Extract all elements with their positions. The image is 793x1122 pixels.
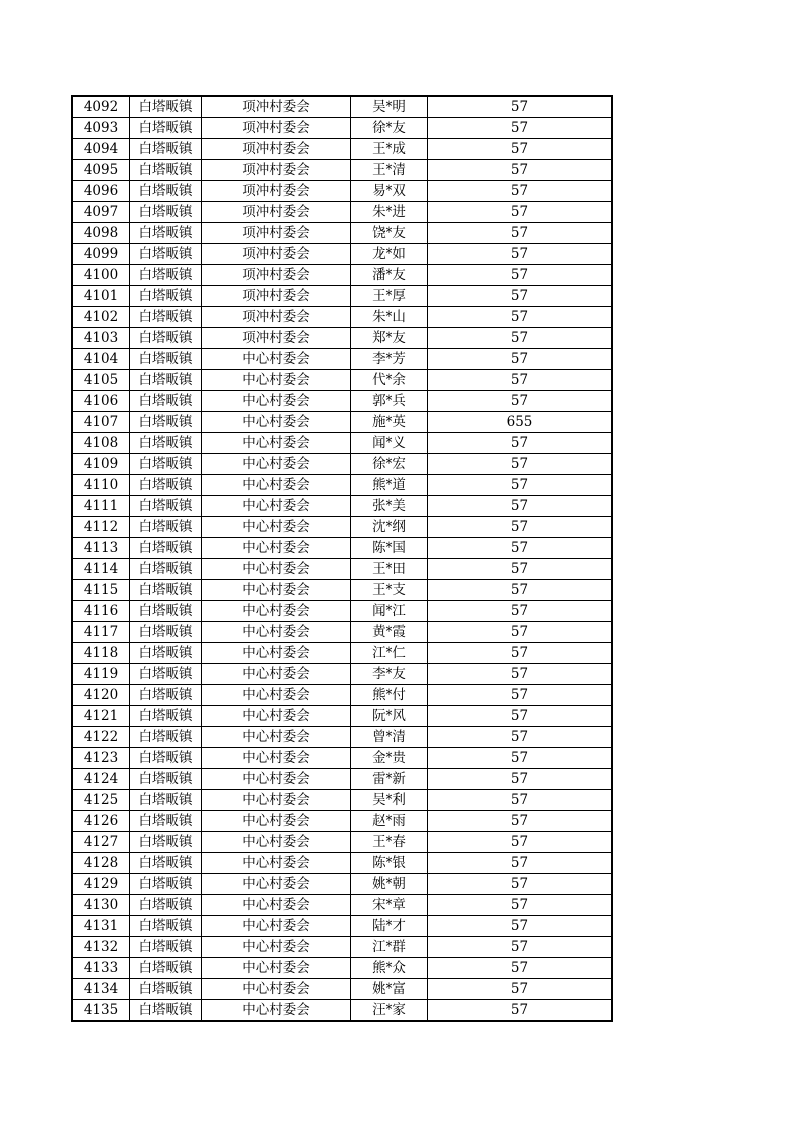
cell-village-committee: 中心村委会	[202, 643, 351, 664]
cell-town: 白塔畈镇	[130, 370, 202, 391]
cell-person-name: 赵*雨	[351, 811, 428, 832]
cell-amount: 57	[428, 517, 612, 538]
table-row	[73, 475, 612, 496]
cell-person-name: 雷*新	[351, 769, 428, 790]
cell-person-name: 熊*众	[351, 958, 428, 979]
cell-amount: 57	[428, 223, 612, 244]
cell-person-name: 陈*国	[351, 538, 428, 559]
cell-amount: 57	[428, 391, 612, 412]
cell-person-name: 李*友	[351, 664, 428, 685]
cell-town: 白塔畈镇	[130, 601, 202, 622]
cell-town: 白塔畈镇	[130, 727, 202, 748]
cell-amount: 57	[428, 496, 612, 517]
cell-person-name: 吴*利	[351, 790, 428, 811]
cell-serial-number: 4128	[73, 853, 130, 874]
cell-person-name: 李*芳	[351, 349, 428, 370]
cell-amount: 57	[428, 622, 612, 643]
table-row	[73, 559, 612, 580]
cell-town: 白塔畈镇	[130, 643, 202, 664]
cell-serial-number: 4133	[73, 958, 130, 979]
cell-town: 白塔畈镇	[130, 895, 202, 916]
beneficiary-table	[72, 96, 612, 1021]
cell-amount: 57	[428, 790, 612, 811]
cell-amount: 57	[428, 979, 612, 1000]
cell-village-committee: 中心村委会	[202, 580, 351, 601]
cell-town: 白塔畈镇	[130, 748, 202, 769]
cell-serial-number: 4116	[73, 601, 130, 622]
cell-village-committee: 项冲村委会	[202, 244, 351, 265]
cell-amount: 57	[428, 769, 612, 790]
cell-amount: 57	[428, 1000, 612, 1021]
cell-amount: 57	[428, 139, 612, 160]
cell-amount: 57	[428, 559, 612, 580]
table-row	[73, 748, 612, 769]
cell-village-committee: 项冲村委会	[202, 328, 351, 349]
table-row	[73, 391, 612, 412]
cell-amount: 57	[428, 601, 612, 622]
cell-village-committee: 项冲村委会	[202, 97, 351, 118]
table-row	[73, 412, 612, 433]
cell-person-name: 熊*付	[351, 685, 428, 706]
cell-village-committee: 中心村委会	[202, 748, 351, 769]
table-row	[73, 139, 612, 160]
cell-serial-number: 4092	[73, 97, 130, 118]
cell-amount: 57	[428, 937, 612, 958]
cell-town: 白塔畈镇	[130, 160, 202, 181]
table-row	[73, 622, 612, 643]
cell-serial-number: 4117	[73, 622, 130, 643]
cell-town: 白塔畈镇	[130, 475, 202, 496]
cell-person-name: 潘*友	[351, 265, 428, 286]
cell-village-committee: 中心村委会	[202, 538, 351, 559]
cell-village-committee: 中心村委会	[202, 685, 351, 706]
cell-town: 白塔畈镇	[130, 202, 202, 223]
table-row	[73, 937, 612, 958]
cell-town: 白塔畈镇	[130, 118, 202, 139]
cell-amount: 57	[428, 454, 612, 475]
cell-amount: 57	[428, 832, 612, 853]
cell-town: 白塔畈镇	[130, 265, 202, 286]
cell-amount: 57	[428, 727, 612, 748]
cell-town: 白塔畈镇	[130, 979, 202, 1000]
cell-town: 白塔畈镇	[130, 790, 202, 811]
table-row	[73, 853, 612, 874]
table-row	[73, 895, 612, 916]
cell-town: 白塔畈镇	[130, 874, 202, 895]
cell-person-name: 姚*朝	[351, 874, 428, 895]
table-row	[73, 601, 612, 622]
cell-town: 白塔畈镇	[130, 958, 202, 979]
table-row	[73, 979, 612, 1000]
cell-town: 白塔畈镇	[130, 685, 202, 706]
table-row	[73, 118, 612, 139]
cell-amount: 57	[428, 286, 612, 307]
cell-village-committee: 项冲村委会	[202, 181, 351, 202]
table-row	[73, 832, 612, 853]
table-row	[73, 496, 612, 517]
cell-serial-number: 4118	[73, 643, 130, 664]
table-row	[73, 328, 612, 349]
cell-town: 白塔畈镇	[130, 223, 202, 244]
cell-serial-number: 4114	[73, 559, 130, 580]
cell-person-name: 朱*山	[351, 307, 428, 328]
cell-person-name: 江*仁	[351, 643, 428, 664]
cell-person-name: 龙*如	[351, 244, 428, 265]
cell-town: 白塔畈镇	[130, 769, 202, 790]
cell-village-committee: 中心村委会	[202, 832, 351, 853]
cell-town: 白塔畈镇	[130, 496, 202, 517]
cell-person-name: 阮*风	[351, 706, 428, 727]
cell-person-name: 熊*道	[351, 475, 428, 496]
cell-serial-number: 4107	[73, 412, 130, 433]
cell-person-name: 曾*清	[351, 727, 428, 748]
cell-village-committee: 中心村委会	[202, 937, 351, 958]
cell-serial-number: 4112	[73, 517, 130, 538]
cell-person-name: 黄*霞	[351, 622, 428, 643]
cell-person-name: 王*清	[351, 160, 428, 181]
cell-village-committee: 中心村委会	[202, 412, 351, 433]
cell-town: 白塔畈镇	[130, 937, 202, 958]
cell-person-name: 朱*进	[351, 202, 428, 223]
cell-village-committee: 中心村委会	[202, 1000, 351, 1021]
cell-village-committee: 中心村委会	[202, 958, 351, 979]
cell-person-name: 闻*义	[351, 433, 428, 454]
cell-amount: 57	[428, 475, 612, 496]
cell-serial-number: 4131	[73, 916, 130, 937]
table-row	[73, 97, 612, 118]
cell-town: 白塔畈镇	[130, 811, 202, 832]
cell-amount: 57	[428, 685, 612, 706]
table-row	[73, 790, 612, 811]
cell-amount: 57	[428, 97, 612, 118]
cell-serial-number: 4125	[73, 790, 130, 811]
table-row	[73, 265, 612, 286]
cell-amount: 57	[428, 853, 612, 874]
cell-person-name: 张*美	[351, 496, 428, 517]
cell-serial-number: 4105	[73, 370, 130, 391]
cell-person-name: 宋*章	[351, 895, 428, 916]
cell-person-name: 姚*富	[351, 979, 428, 1000]
cell-village-committee: 中心村委会	[202, 496, 351, 517]
cell-person-name: 吴*明	[351, 97, 428, 118]
cell-amount: 57	[428, 160, 612, 181]
table-row	[73, 958, 612, 979]
table-row	[73, 307, 612, 328]
cell-person-name: 王*支	[351, 580, 428, 601]
cell-person-name: 饶*友	[351, 223, 428, 244]
cell-town: 白塔畈镇	[130, 853, 202, 874]
cell-serial-number: 4097	[73, 202, 130, 223]
cell-serial-number: 4126	[73, 811, 130, 832]
cell-town: 白塔畈镇	[130, 1000, 202, 1021]
cell-village-committee: 项冲村委会	[202, 160, 351, 181]
cell-amount: 57	[428, 349, 612, 370]
cell-town: 白塔畈镇	[130, 244, 202, 265]
cell-serial-number: 4130	[73, 895, 130, 916]
cell-town: 白塔畈镇	[130, 517, 202, 538]
cell-person-name: 金*贵	[351, 748, 428, 769]
table-row	[73, 580, 612, 601]
cell-amount: 57	[428, 433, 612, 454]
cell-village-committee: 中心村委会	[202, 706, 351, 727]
table-row	[73, 517, 612, 538]
cell-village-committee: 项冲村委会	[202, 265, 351, 286]
cell-serial-number: 4119	[73, 664, 130, 685]
cell-village-committee: 中心村委会	[202, 790, 351, 811]
cell-person-name: 闻*江	[351, 601, 428, 622]
cell-amount: 57	[428, 118, 612, 139]
cell-amount: 57	[428, 643, 612, 664]
cell-village-committee: 中心村委会	[202, 874, 351, 895]
table-row	[73, 706, 612, 727]
cell-town: 白塔畈镇	[130, 391, 202, 412]
cell-town: 白塔畈镇	[130, 454, 202, 475]
cell-village-committee: 中心村委会	[202, 853, 351, 874]
cell-amount: 57	[428, 307, 612, 328]
cell-amount: 57	[428, 916, 612, 937]
cell-serial-number: 4111	[73, 496, 130, 517]
cell-village-committee: 中心村委会	[202, 727, 351, 748]
table-row	[73, 223, 612, 244]
cell-village-committee: 中心村委会	[202, 811, 351, 832]
cell-serial-number: 4093	[73, 118, 130, 139]
cell-village-committee: 项冲村委会	[202, 202, 351, 223]
cell-serial-number: 4104	[73, 349, 130, 370]
cell-amount: 57	[428, 580, 612, 601]
cell-serial-number: 4113	[73, 538, 130, 559]
cell-serial-number: 4106	[73, 391, 130, 412]
cell-amount: 57	[428, 664, 612, 685]
table-row	[73, 685, 612, 706]
cell-town: 白塔畈镇	[130, 832, 202, 853]
cell-serial-number: 4108	[73, 433, 130, 454]
cell-village-committee: 项冲村委会	[202, 118, 351, 139]
cell-serial-number: 4110	[73, 475, 130, 496]
cell-serial-number: 4102	[73, 307, 130, 328]
cell-town: 白塔畈镇	[130, 580, 202, 601]
cell-town: 白塔畈镇	[130, 664, 202, 685]
table-body	[73, 97, 612, 1021]
cell-person-name: 施*英	[351, 412, 428, 433]
cell-town: 白塔畈镇	[130, 97, 202, 118]
cell-town: 白塔畈镇	[130, 433, 202, 454]
cell-person-name: 沈*纲	[351, 517, 428, 538]
table-row	[73, 664, 612, 685]
cell-serial-number: 4109	[73, 454, 130, 475]
cell-town: 白塔畈镇	[130, 538, 202, 559]
table-row	[73, 769, 612, 790]
cell-village-committee: 中心村委会	[202, 559, 351, 580]
cell-serial-number: 4101	[73, 286, 130, 307]
cell-amount: 57	[428, 748, 612, 769]
cell-village-committee: 中心村委会	[202, 916, 351, 937]
cell-town: 白塔畈镇	[130, 181, 202, 202]
cell-village-committee: 中心村委会	[202, 370, 351, 391]
cell-person-name: 陆*才	[351, 916, 428, 937]
cell-village-committee: 项冲村委会	[202, 286, 351, 307]
cell-town: 白塔畈镇	[130, 328, 202, 349]
cell-serial-number: 4096	[73, 181, 130, 202]
cell-town: 白塔畈镇	[130, 286, 202, 307]
table-row	[73, 1000, 612, 1021]
cell-amount: 655	[428, 412, 612, 433]
cell-serial-number: 4103	[73, 328, 130, 349]
cell-serial-number: 4115	[73, 580, 130, 601]
cell-amount: 57	[428, 706, 612, 727]
table-row	[73, 244, 612, 265]
cell-amount: 57	[428, 370, 612, 391]
table-row	[73, 370, 612, 391]
cell-town: 白塔畈镇	[130, 559, 202, 580]
table-row	[73, 916, 612, 937]
cell-serial-number: 4095	[73, 160, 130, 181]
cell-village-committee: 中心村委会	[202, 622, 351, 643]
table-row	[73, 811, 612, 832]
cell-town: 白塔畈镇	[130, 307, 202, 328]
cell-village-committee: 中心村委会	[202, 895, 351, 916]
table-row	[73, 454, 612, 475]
cell-person-name: 郭*兵	[351, 391, 428, 412]
cell-person-name: 汪*家	[351, 1000, 428, 1021]
cell-village-committee: 中心村委会	[202, 391, 351, 412]
cell-person-name: 王*田	[351, 559, 428, 580]
cell-serial-number: 4135	[73, 1000, 130, 1021]
cell-village-committee: 项冲村委会	[202, 223, 351, 244]
cell-town: 白塔畈镇	[130, 916, 202, 937]
table-row	[73, 160, 612, 181]
cell-person-name: 徐*宏	[351, 454, 428, 475]
cell-person-name: 代*余	[351, 370, 428, 391]
cell-village-committee: 中心村委会	[202, 601, 351, 622]
cell-person-name: 王*厚	[351, 286, 428, 307]
cell-town: 白塔畈镇	[130, 139, 202, 160]
cell-person-name: 陈*银	[351, 853, 428, 874]
cell-village-committee: 中心村委会	[202, 454, 351, 475]
cell-serial-number: 4094	[73, 139, 130, 160]
table-row	[73, 538, 612, 559]
cell-amount: 57	[428, 181, 612, 202]
cell-village-committee: 中心村委会	[202, 349, 351, 370]
cell-amount: 57	[428, 265, 612, 286]
cell-person-name: 易*双	[351, 181, 428, 202]
cell-person-name: 江*群	[351, 937, 428, 958]
cell-person-name: 徐*友	[351, 118, 428, 139]
cell-town: 白塔畈镇	[130, 622, 202, 643]
cell-town: 白塔畈镇	[130, 349, 202, 370]
cell-amount: 57	[428, 202, 612, 223]
cell-amount: 57	[428, 811, 612, 832]
cell-amount: 57	[428, 538, 612, 559]
table-row	[73, 286, 612, 307]
cell-amount: 57	[428, 874, 612, 895]
cell-village-committee: 中心村委会	[202, 664, 351, 685]
cell-person-name: 郑*友	[351, 328, 428, 349]
cell-person-name: 王*春	[351, 832, 428, 853]
cell-serial-number: 4124	[73, 769, 130, 790]
cell-amount: 57	[428, 244, 612, 265]
table-row	[73, 202, 612, 223]
table-row	[73, 349, 612, 370]
table-row	[73, 727, 612, 748]
table-row	[73, 181, 612, 202]
cell-serial-number: 4099	[73, 244, 130, 265]
cell-serial-number: 4127	[73, 832, 130, 853]
table-row	[73, 643, 612, 664]
cell-serial-number: 4098	[73, 223, 130, 244]
cell-person-name: 王*成	[351, 139, 428, 160]
cell-village-committee: 中心村委会	[202, 769, 351, 790]
cell-serial-number: 4122	[73, 727, 130, 748]
cell-serial-number: 4121	[73, 706, 130, 727]
cell-amount: 57	[428, 958, 612, 979]
cell-village-committee: 项冲村委会	[202, 307, 351, 328]
cell-serial-number: 4100	[73, 265, 130, 286]
cell-serial-number: 4132	[73, 937, 130, 958]
cell-amount: 57	[428, 328, 612, 349]
cell-serial-number: 4129	[73, 874, 130, 895]
table-row	[73, 874, 612, 895]
cell-village-committee: 中心村委会	[202, 433, 351, 454]
cell-serial-number: 4123	[73, 748, 130, 769]
cell-village-committee: 中心村委会	[202, 979, 351, 1000]
cell-amount: 57	[428, 895, 612, 916]
cell-town: 白塔畈镇	[130, 706, 202, 727]
cell-village-committee: 项冲村委会	[202, 139, 351, 160]
cell-serial-number: 4134	[73, 979, 130, 1000]
cell-town: 白塔畈镇	[130, 412, 202, 433]
table-row	[73, 433, 612, 454]
cell-serial-number: 4120	[73, 685, 130, 706]
cell-village-committee: 中心村委会	[202, 475, 351, 496]
cell-village-committee: 中心村委会	[202, 517, 351, 538]
